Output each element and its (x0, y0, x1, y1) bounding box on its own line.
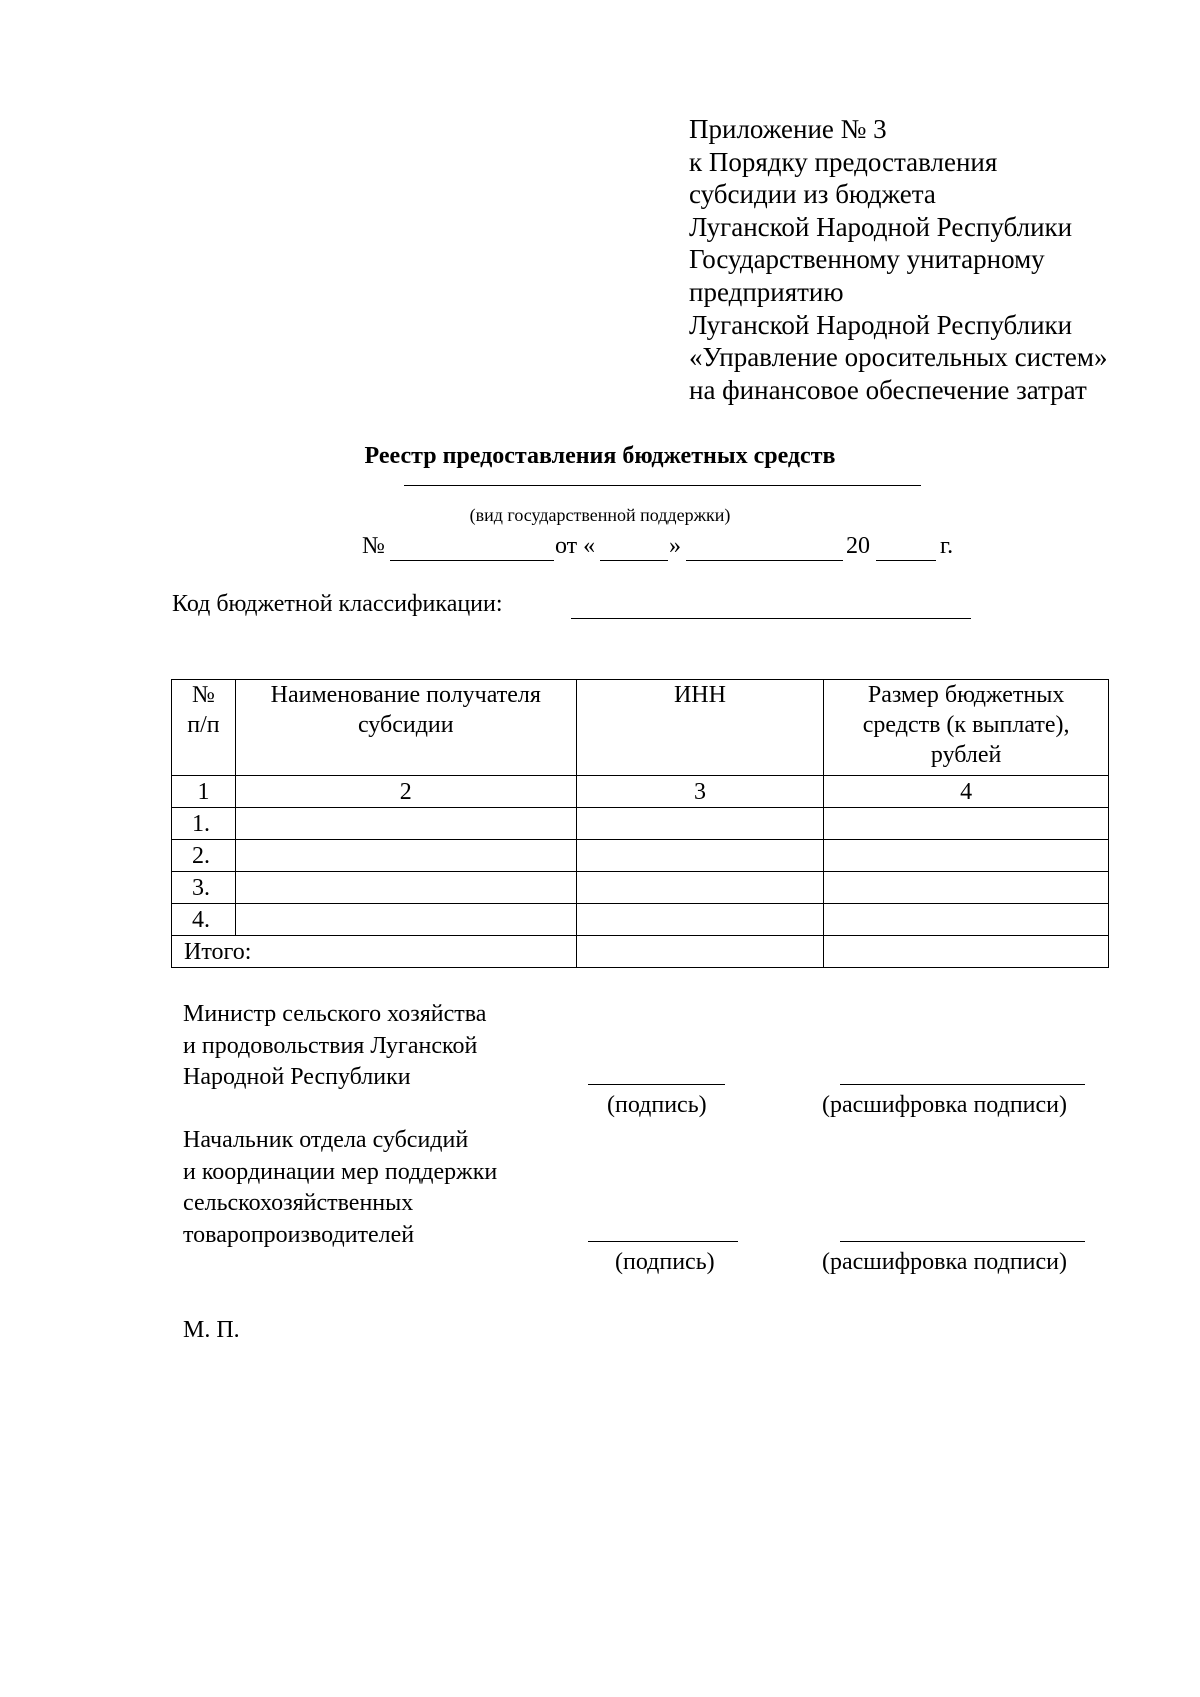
appendix-line: Луганской Народной Республики (689, 309, 1073, 340)
minister-decode-line (840, 1084, 1085, 1085)
table-row (172, 808, 1109, 840)
head-decode-caption: (расшифровка подписи) (822, 1249, 1067, 1275)
amount-cell (824, 872, 1109, 904)
amount-cell (824, 808, 1109, 840)
appendix-line: Приложение № 3 (689, 114, 887, 144)
header-number-line: № (192, 682, 215, 708)
appendix-line: на финансовое обеспечение затрат (689, 374, 1087, 405)
inn-cell (576, 936, 824, 968)
head-title-line: и координации мер поддержки (183, 1158, 498, 1185)
head-signature-caption: (подпись) (615, 1249, 715, 1275)
minister-title-line: и продовольствия Луганской (183, 1032, 478, 1059)
amount-total-cell (824, 936, 1109, 968)
row-number: 4. (172, 904, 236, 936)
header-recipient-line: субсидии (357, 712, 454, 738)
document-title: Реестр предоставления бюджетных средств (364, 443, 836, 469)
recipient-cell (235, 872, 576, 904)
table-row (172, 840, 1109, 872)
minister-title-line: Министр сельского хозяйства (183, 1001, 487, 1027)
inn-cell (576, 808, 824, 840)
header-amount (824, 680, 1109, 776)
head-signature-line (588, 1241, 738, 1242)
month-blank (686, 560, 843, 561)
recipient-cell (235, 904, 576, 936)
appendix-line: Луганской Народной Республики (689, 211, 1073, 242)
column-number: 3 (576, 776, 824, 808)
column-number: 4 (824, 776, 1109, 808)
appendix-line: субсидии из бюджета (689, 179, 936, 210)
column-number: 1 (172, 776, 236, 808)
minister-signature-line (588, 1084, 725, 1085)
inn-cell (576, 904, 824, 936)
budget-code-label: Код бюджетной классификации: (172, 591, 503, 617)
header-number-line: п/п (187, 712, 220, 738)
column-number-row (172, 776, 1109, 808)
table-header-row (172, 680, 1109, 776)
total-row (172, 936, 1109, 968)
inn-cell (576, 840, 824, 872)
table-row (172, 904, 1109, 936)
head-title-line: сельскохозяйственных (183, 1190, 414, 1216)
header-recipient-line: Наименование получателя (270, 682, 541, 708)
register-table (171, 679, 1109, 968)
row-number: 2. (172, 840, 236, 872)
header-amount-line: средств (к выплате), (862, 712, 1070, 738)
total-label: Итого: (172, 936, 577, 968)
support-type-line (404, 485, 921, 486)
date-close-quote: » (669, 533, 681, 559)
column-number: 2 (235, 776, 576, 808)
amount-cell (824, 904, 1109, 936)
appendix-line: Государственному унитарному (689, 244, 1045, 275)
minister-title-line: Народной Республики (183, 1064, 411, 1090)
support-type-caption: (вид государственной поддержки) (469, 505, 731, 525)
year-prefix: 20 (846, 533, 870, 559)
row-number: 3. (172, 872, 236, 904)
stamp-place: М. П. (183, 1317, 240, 1343)
year-blank (876, 560, 936, 561)
inn-cell (576, 872, 824, 904)
day-blank (600, 560, 668, 561)
number-sign: № (362, 533, 385, 559)
recipient-cell (235, 840, 576, 872)
year-suffix: г. (940, 533, 954, 559)
number-blank (390, 560, 554, 561)
appendix-line: к Порядку предоставления (689, 146, 998, 177)
head-title-line: Начальник отдела субсидий (183, 1127, 469, 1153)
appendix-block (689, 113, 1107, 406)
minister-signature-caption: (подпись) (607, 1092, 707, 1118)
head-title-line: товаропроизводителей (183, 1221, 415, 1248)
appendix-line: «Управление оросительных систем» (689, 342, 1108, 373)
head-signature-block (183, 1125, 497, 1251)
amount-cell (824, 840, 1109, 872)
appendix-line: предприятию (689, 276, 844, 307)
row-number: 1. (172, 808, 236, 840)
header-amount-line: Размер бюджетных (867, 682, 1065, 708)
header-recipient (235, 680, 576, 776)
table-row (172, 872, 1109, 904)
minister-signature-block (183, 999, 486, 1094)
header-inn-line: ИНН (673, 682, 726, 708)
recipient-cell (235, 808, 576, 840)
minister-decode-caption: (расшифровка подписи) (822, 1092, 1067, 1118)
header-amount-line: рублей (930, 742, 1002, 768)
budget-code-blank (571, 618, 971, 619)
head-decode-line (840, 1241, 1085, 1242)
header-number (172, 680, 236, 776)
date-from-label: от « (555, 533, 596, 559)
header-inn (576, 680, 824, 776)
